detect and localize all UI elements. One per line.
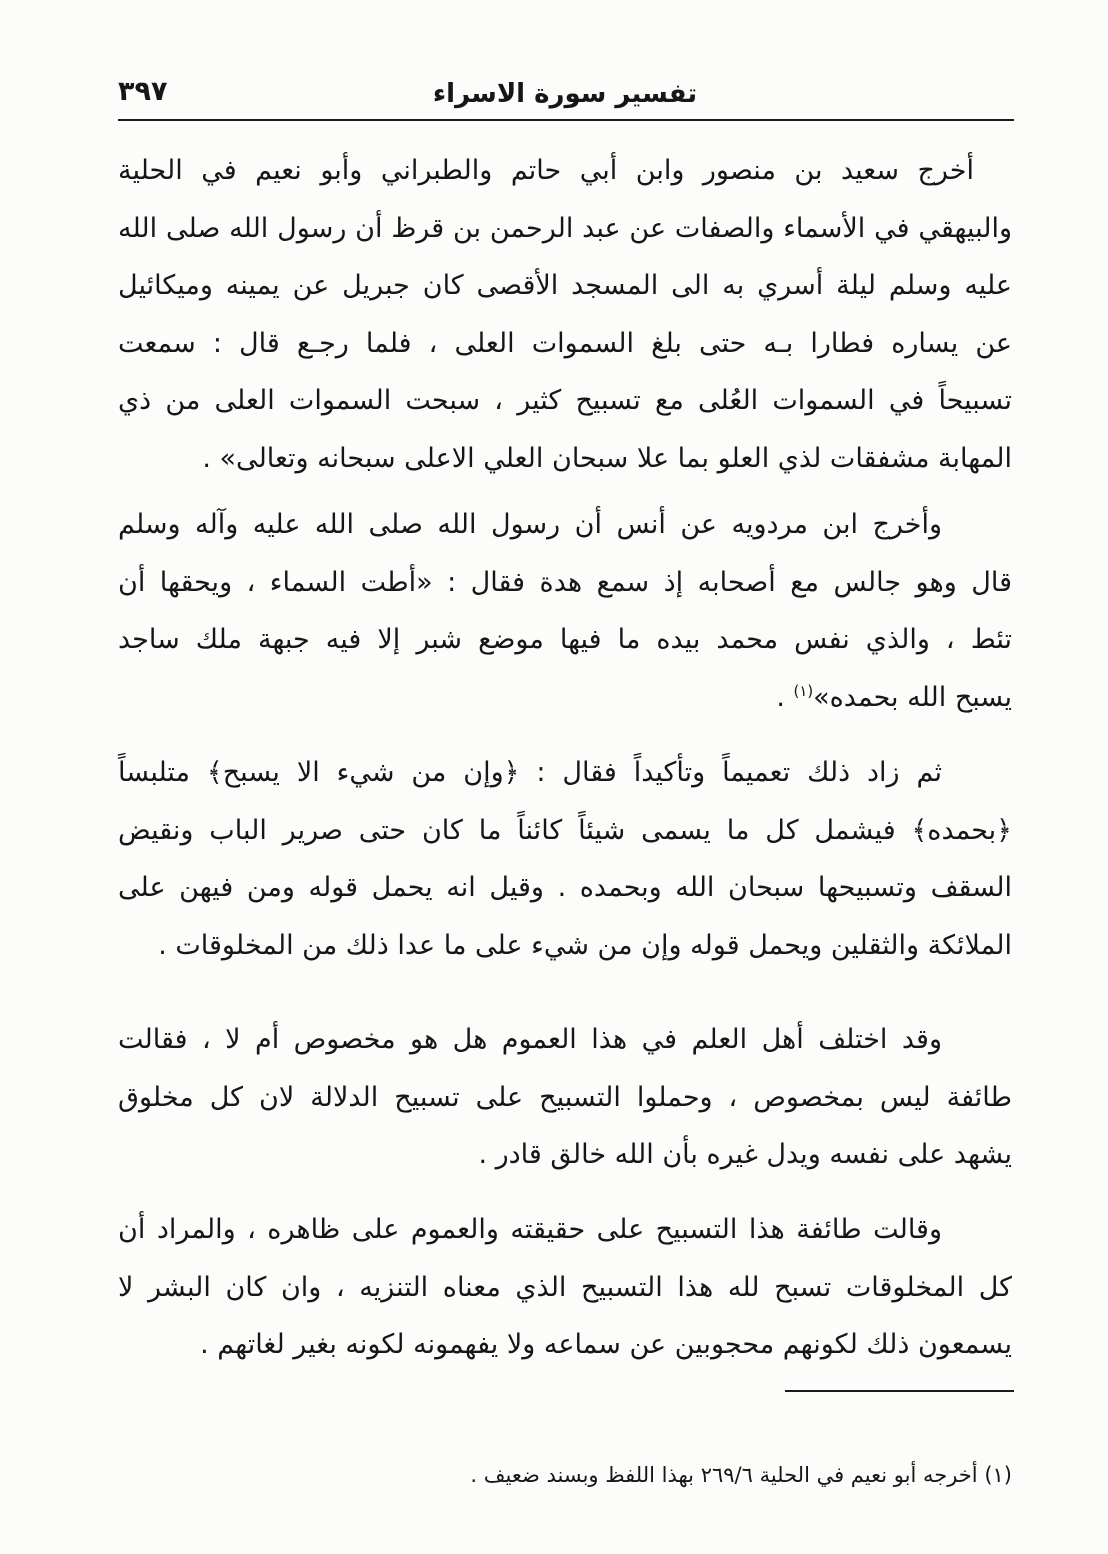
text-line-content: يسبح الله بحمده» xyxy=(813,681,1012,713)
paragraph xyxy=(118,1011,1012,1184)
text-line: ثم زاد ذلك تعميماً وتأكيداً فقال : ﴿وإن من شيء الا يسبح﴾ متلبساً xyxy=(118,757,942,788)
paragraph xyxy=(118,496,1012,726)
text-line: ﴿بحمده﴾ فيشمل كل ما يسمى شيئاً كائناً ما كان حتى صرير الباب ونقيض xyxy=(118,814,1012,846)
text-line xyxy=(118,669,1012,727)
paragraph xyxy=(118,1201,1012,1374)
text-line: وقد اختلف أهل العلم في هذا العموم هل هو مخصوص أم لا ، فقالت xyxy=(118,1024,942,1055)
footnote xyxy=(118,1455,1012,1495)
text-line: يسمعون ذلك لكونهم محجوبين عن سماعه ولا يفهمونه لكونه بغير لغاتهم . xyxy=(200,1329,1012,1360)
footnote-text: أخرجه أبو نعيم في الحلية ٢٦٩/٦ بهذا اللفظ وبسند ضعيف . xyxy=(470,1463,978,1487)
paragraph xyxy=(118,744,1012,974)
page-number: ٣٩٧ xyxy=(118,76,168,107)
text-line: يشهد على نفسه ويدل غيره بأن الله خالق قادر . xyxy=(478,1139,1012,1170)
text-line: عليه وسلم ليلة أسري به الى المسجد الأقصى كان جبريل عن يمينه وميكائيل xyxy=(118,270,1012,301)
text-line: وقالت طائفة هذا التسبيح على حقيقته والعموم على ظاهره ، والمراد أن xyxy=(118,1214,942,1245)
running-header-title: تفسير سورة الاسراء xyxy=(432,79,698,109)
text-line: تسبيحاً في السموات العُلى مع تسبيح كثير ، سبحت السموات العلى من ذي xyxy=(118,385,1012,416)
text-line: وأخرج ابن مردويه عن أنس أن رسول الله صلى الله عليه وآله وسلم xyxy=(118,509,942,540)
paragraph xyxy=(118,142,1012,487)
text-line: السقف وتسبيحها سبحان الله وبحمده . وقيل انه يحمل قوله ومن فيهن على xyxy=(118,872,1012,903)
text-line: طائفة ليس بمخصوص ، وحملوا التسبيح على تسبيح الدلالة لان كل مخلوق xyxy=(118,1081,1012,1113)
header-rule xyxy=(118,119,1014,121)
text-line: قال وهو جالس مع أصحابه إذ سمع هدة فقال : «أطت السماء ، ويحقها أن xyxy=(118,566,1012,598)
text-line: المهابة مشفقات لذي العلو بما علا سبحان العلي الاعلى سبحانه وتعالى» . xyxy=(202,442,1012,474)
text-line: أخرج سعيد بن منصور وابن أبي حاتم والطبراني وأبو نعيم في الحلية xyxy=(118,155,974,186)
text-line-end: . xyxy=(776,681,794,713)
footnote-marker: (١) xyxy=(984,1463,1012,1487)
text-line: تئط ، والذي نفس محمد بيده ما فيها موضع شبر إلا فيه جبهة ملك ساجد xyxy=(118,624,1012,655)
text-line: عن يساره فطارا بـه حتى بلغ السموات العلى ، فلما رجـع قال : سمعت xyxy=(118,327,1012,359)
footnote-reference: (١) xyxy=(793,681,814,700)
text-line: الملائكة والثقلين ويحمل قوله وإن من شيء على ما عدا ذلك من المخلوقات . xyxy=(158,929,1012,961)
text-line: كل المخلوقات تسبح لله هذا التسبيح الذي معناه التنزيه ، وان كان البشر لا xyxy=(118,1271,1012,1303)
text-line: والبيهقي في الأسماء والصفات عن عبد الرحمن بن قرظ أن رسول الله صلى الله xyxy=(118,212,1012,244)
footnote-separator xyxy=(785,1390,1014,1392)
